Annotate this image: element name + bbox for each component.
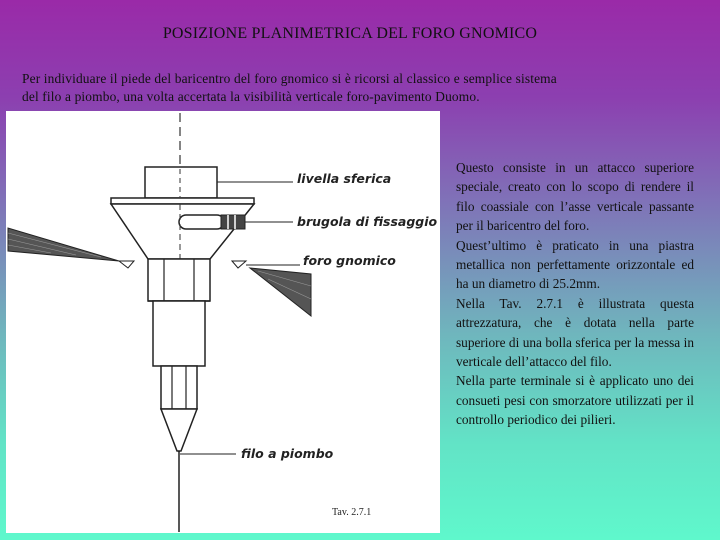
slide-title: POSIZIONE PLANIMETRICA DEL FORO GNOMICO [162, 25, 538, 42]
gnomon-hole-marker-right [232, 261, 246, 268]
body-paragraph: Nella parte terminale si è applicato uno dei consueti pesi con smorzatore utilizzati per il controllo periodico dei pilieri. [456, 373, 694, 428]
metal-plate-left [8, 228, 119, 261]
label-plumb-line: filo a piombo [241, 446, 334, 461]
metal-plate-right [250, 268, 311, 316]
body-paragraph: Nella Tav. 2.7.1 è illustrata questa attrezzatura, che è dotata nella parte superiore di una bolla sferica per la messa in verticale dell’attacco del filo. [456, 295, 694, 370]
plumb-body [153, 301, 205, 366]
plumb-tip [161, 409, 197, 451]
label-gnomon-hole: foro gnomico [303, 253, 396, 268]
set-screw [179, 215, 224, 229]
body-paragraph: Quest’ultimo è praticato in una piastra metallica non perfettamente orizzontale ed ha un diametro di 25.2mm. [456, 237, 694, 292]
intro-line: Per individuare il piede del baricentro del foro gnomico si è ricorsi al classico e semplice sistema [22, 71, 557, 86]
body-text [456, 158, 694, 430]
plumb-lower-section [161, 366, 197, 409]
gnomon-hole-marker-left [119, 261, 134, 268]
hex-section [148, 259, 210, 301]
label-spherical-level: livella sferica [297, 171, 392, 186]
spherical-level-body [145, 167, 217, 198]
intro-line: del filo a piombo, una volta accertata la visibilità verticale foro-pavimento Duomo. [22, 89, 480, 104]
top-plate [111, 198, 254, 204]
plumb-line-figure [6, 111, 440, 533]
intro-text [22, 70, 702, 106]
set-screw-head [221, 215, 245, 229]
figure-caption: Tav. 2.7.1 [332, 507, 372, 518]
label-set-screw: brugola di fissaggio [297, 214, 438, 229]
body-paragraph: Questo consiste in un attacco superiore speciale, creato con lo scopo di rendere il filo coassiale con l’asse verticale passante per il baricentro del foro. [456, 160, 694, 234]
plumb-line-drawing [6, 111, 440, 533]
cone-body [111, 204, 254, 259]
